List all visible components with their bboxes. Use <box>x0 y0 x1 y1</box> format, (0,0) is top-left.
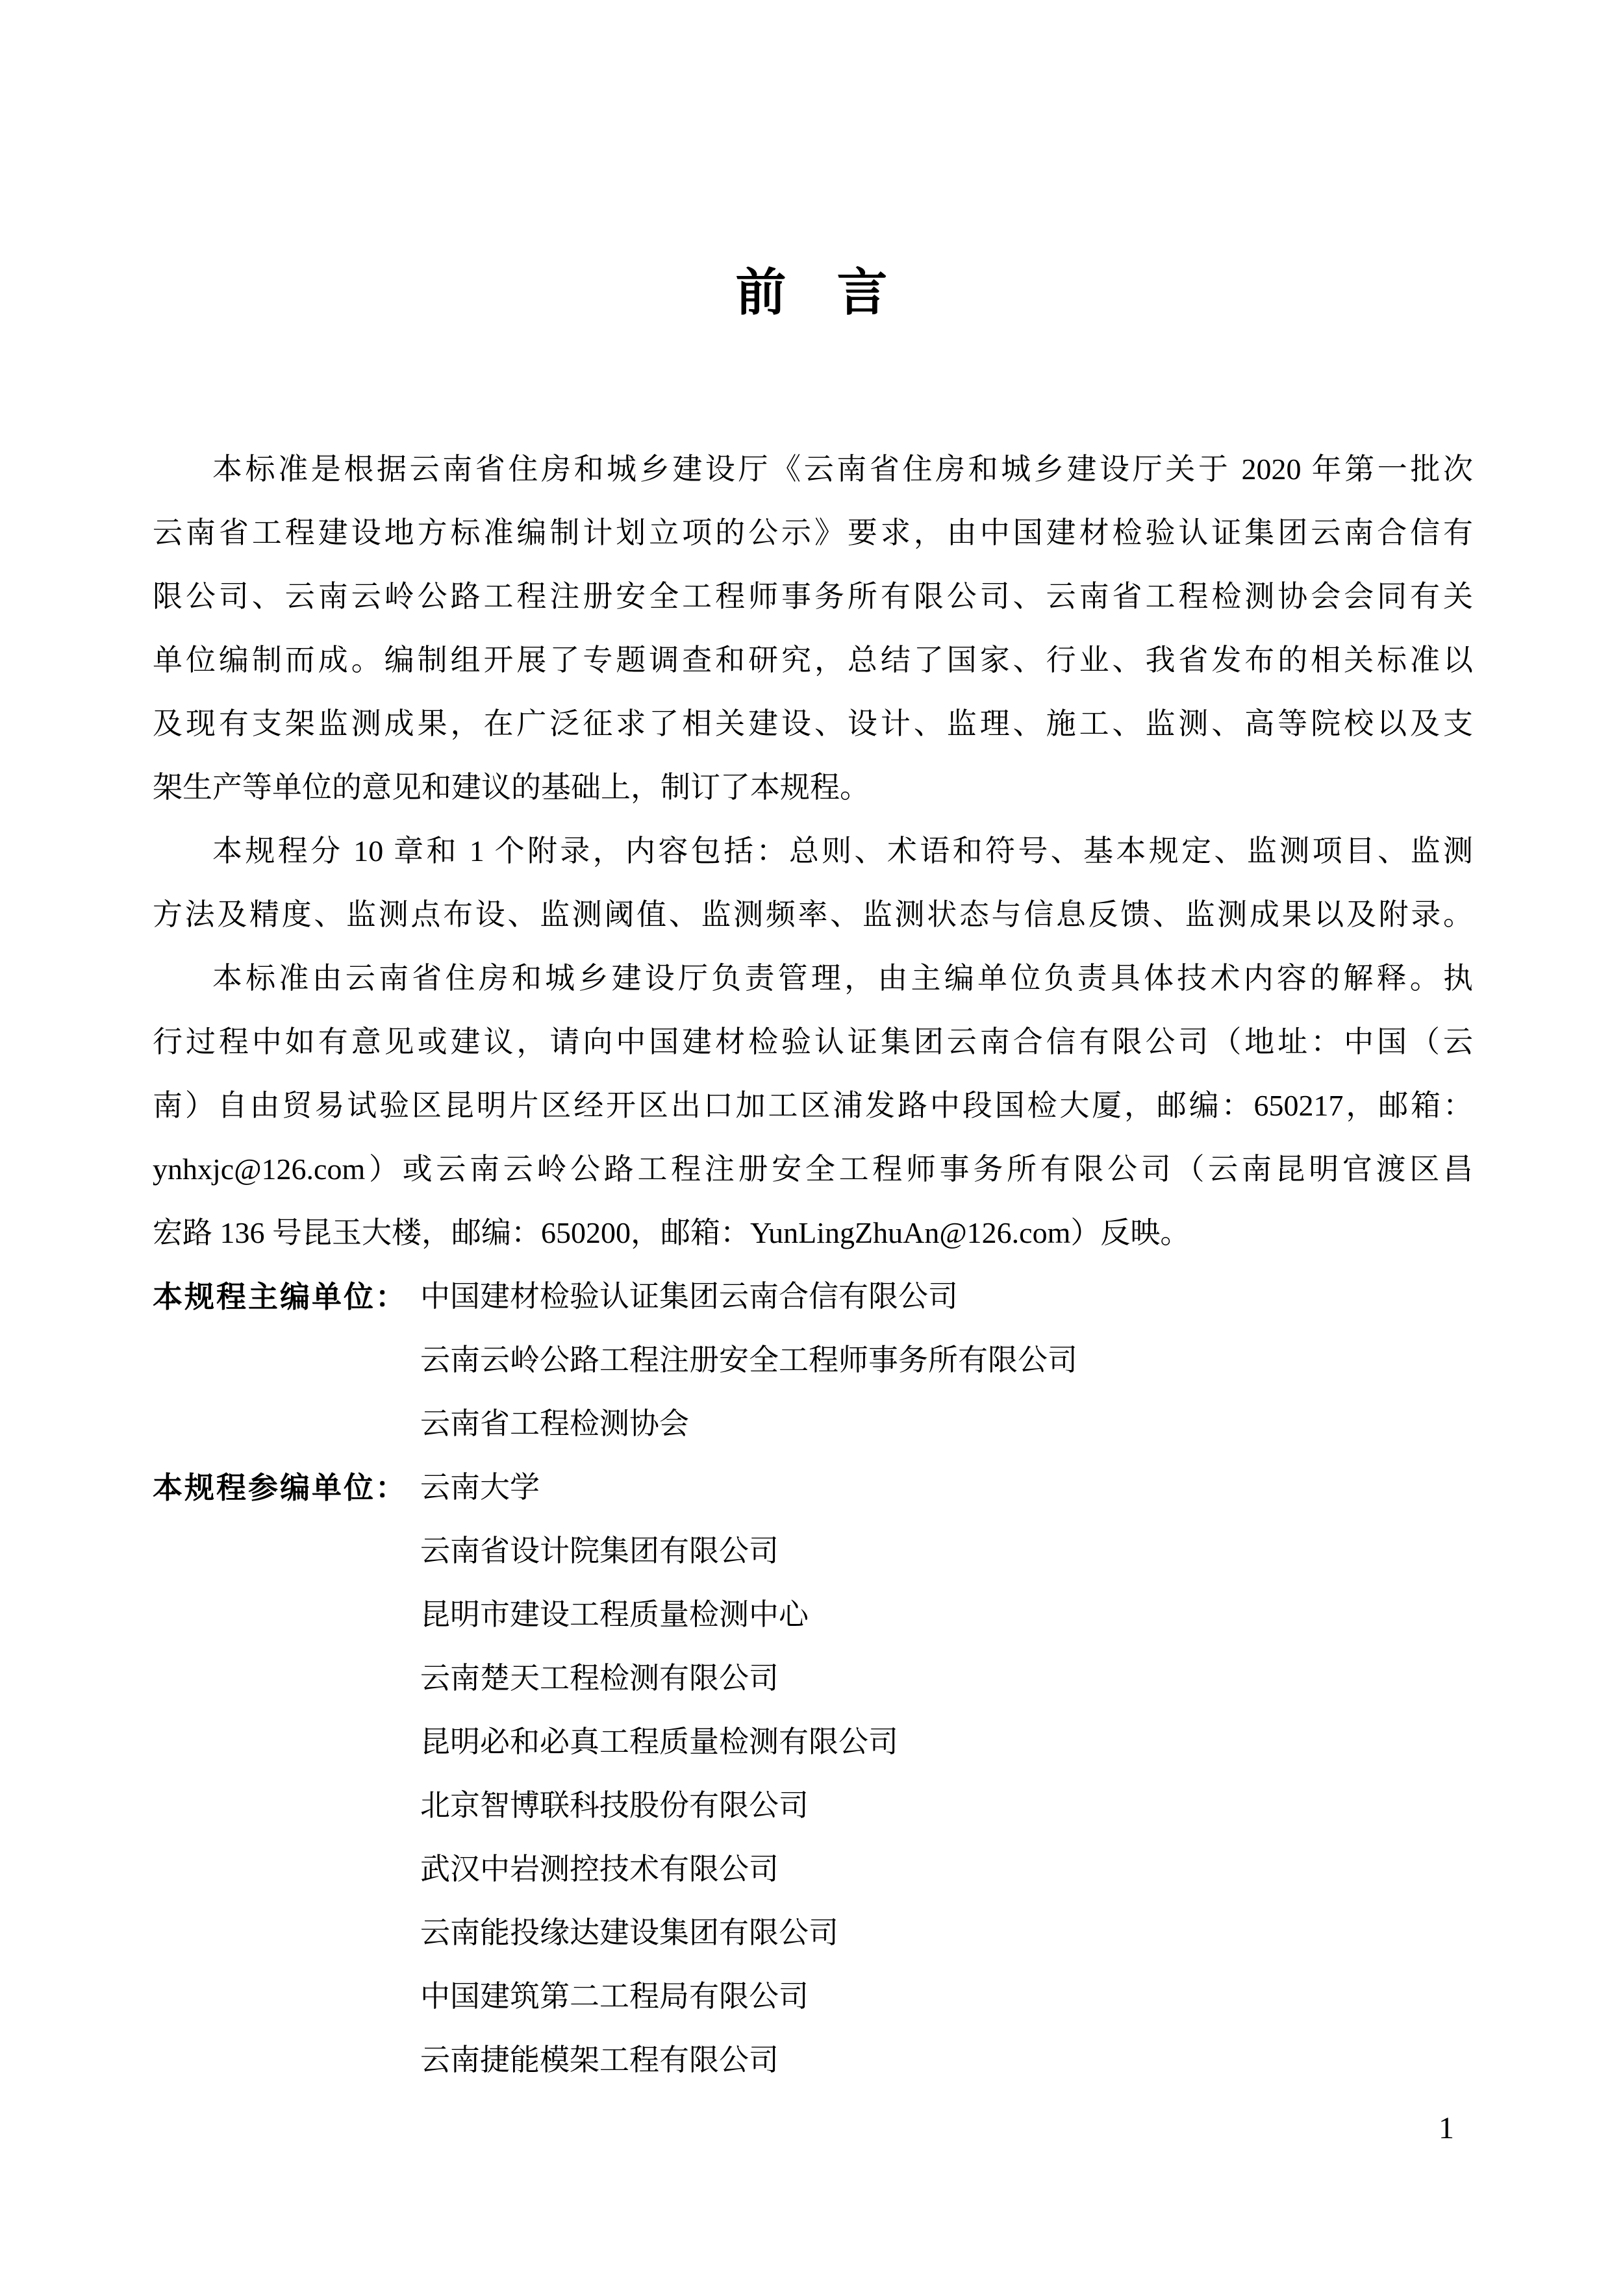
participant-units-label: 本规程参编单位： <box>153 1471 407 1504</box>
paragraph-1-line-1: 本标准是根据云南省住房和城乡建设厅《云南省住房和城乡建设厅关于 2020 年第一批次 <box>212 453 1473 486</box>
paragraph-2-line-2: 方法及精度、监测点布设、监测阈值、监测频率、监测状态与信息反馈、监测成果以及附录。 <box>153 898 1473 931</box>
participant-unit-row <box>153 1838 1473 1901</box>
participant-unit-name: 北京智博联科技股份有限公司 <box>420 1789 809 1822</box>
paragraph-3-line-3: 南）自由贸易试验区昆明片区经开区出口加工区浦发路中段国检大厦，邮编：650217，邮箱： <box>153 1089 1473 1122</box>
participant-unit-name: 中国建筑第二工程局有限公司 <box>420 1980 809 2013</box>
participant-unit-name: 云南捷能模架工程有限公司 <box>420 2043 779 2077</box>
paragraph-1-line-6: 架生产等单位的意见和建议的基础上，制订了本规程。 <box>153 771 870 804</box>
participant-unit-row <box>153 1965 1473 2028</box>
chief-unit-row <box>153 1392 1473 1456</box>
participant-unit-name: 云南楚天工程检测有限公司 <box>420 1662 779 1695</box>
paragraph-1-line-5: 及现有支架监测成果，在广泛征求了相关建设、设计、监理、施工、监测、高等院校以及支 <box>153 707 1473 740</box>
participant-unit-row <box>153 1774 1473 1838</box>
participant-unit-name: 昆明必和必真工程质量检测有限公司 <box>420 1725 898 1758</box>
paragraph-1-line-4: 单位编制而成。编制组开展了专题调查和研究，总结了国家、行业、我省发布的相关标准以 <box>153 643 1473 677</box>
paragraph-1-line-2: 云南省工程建设地方标准编制计划立项的公示》要求，由中国建材检验认证集团云南合信有 <box>153 516 1473 549</box>
participant-unit-row <box>153 2028 1473 2092</box>
participant-unit-name: 云南能投缘达建设集团有限公司 <box>420 1916 838 1949</box>
participant-unit-name: 云南省设计院集团有限公司 <box>420 1534 779 1567</box>
chief-unit-row <box>153 1329 1473 1392</box>
chief-units-label: 本规程主编单位： <box>153 1280 407 1314</box>
chief-unit-name: 中国建材检验认证集团云南合信有限公司 <box>420 1280 958 1313</box>
page-number: 1 <box>1439 2111 1454 2145</box>
participant-unit-row <box>153 1519 1473 1583</box>
paragraph-2-line-1: 本规程分 10 章和 1 个附录，内容包括：总则、术语和符号、基本规定、监测项目、监测 <box>212 834 1473 867</box>
paragraph-3-line-4: ynhxjc@126.com）或云南云岭公路工程注册安全工程师事务所有限公司（云南昆明官渡区昌 <box>153 1153 1473 1186</box>
participant-unit-row <box>153 1583 1473 1647</box>
content <box>153 438 1473 2092</box>
paragraph-3-line-2: 行过程中如有意见或建议，请向中国建材检验认证集团云南合信有限公司（地址：中国（云 <box>153 1025 1473 1058</box>
participant-unit-name: 武汉中岩测控技术有限公司 <box>420 1853 779 1886</box>
participant-unit-row <box>153 1710 1473 1774</box>
chief-unit-name: 云南云岭公路工程注册安全工程师事务所有限公司 <box>420 1343 1077 1377</box>
paragraph-3-line-5: 宏路 136 号昆玉大楼，邮编：650200，邮箱：YunLingZhuAn@126.com）反映。 <box>153 1216 1190 1249</box>
participant-units-row <box>153 1456 1473 1519</box>
page-title: 前 言 <box>735 264 888 321</box>
participant-unit-name: 昆明市建设工程质量检测中心 <box>420 1598 809 1631</box>
chief-unit-name: 云南省工程检测协会 <box>420 1407 689 1440</box>
paragraph-3-line-1: 本标准由云南省住房和城乡建设厅负责管理，由主编单位负责具体技术内容的解释。执 <box>212 962 1473 995</box>
chief-units-row <box>153 1265 1473 1329</box>
paragraph-1-line-3: 限公司、云南云岭公路工程注册安全工程师事务所有限公司、云南省工程检测协会会同有关 <box>153 580 1473 613</box>
participant-unit-row <box>153 1647 1473 1710</box>
participant-unit-name: 云南大学 <box>420 1471 540 1504</box>
participant-unit-row <box>153 1901 1473 1965</box>
